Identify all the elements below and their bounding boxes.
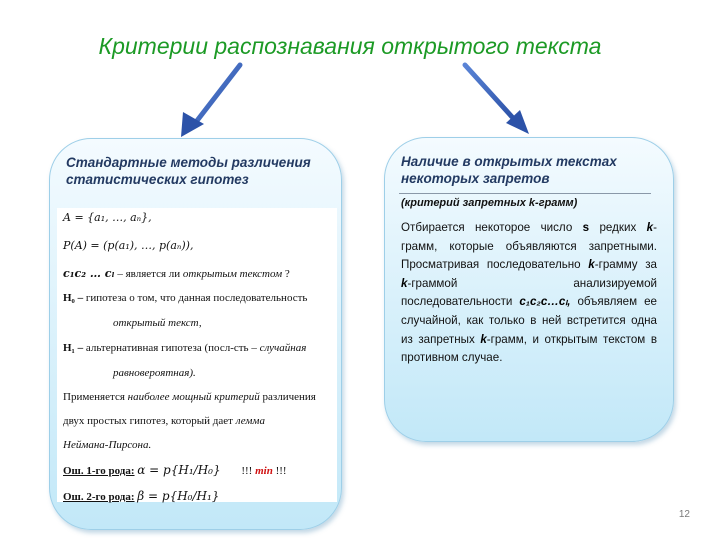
probability-line: P(A) = (p(a₁), …, p(aₙ)), xyxy=(63,239,194,252)
error2-line: Ош. 2-го рода: β = p{H₀/H₁} xyxy=(63,489,220,503)
alphabet-line: A = {a₁, …, aₙ}, xyxy=(63,211,152,224)
h1-cont-line: равновероятная). xyxy=(113,367,196,379)
right-card-body: Отбирается некоторое число s редких k-грамм, которые объявляются запретными. Просматривая последовательно k-грамму за k-граммой анализируемой последовательности c₁c₂c…cₗ, объявляем ее случайной, как только в ней встретится одна из запретных k-грамм, и открытым текстом в противном случае. xyxy=(401,221,657,365)
error1-line: Ош. 1-го рода: α = p{H₁/H₀} !!! min !!! xyxy=(63,463,287,477)
page-number: 12 xyxy=(678,509,690,520)
h0-line: H₀ – гипотеза о том, что данная последовательность xyxy=(63,292,308,304)
question-line: c₁c₂ … cₗ – является ли открытым текстом ? xyxy=(63,267,290,280)
criterion-line: Применяется наиболее мощный критерий различения xyxy=(63,391,316,403)
neyman-line: Неймана-Пирсона. xyxy=(63,439,152,451)
right-card xyxy=(384,137,674,442)
left-arrow-icon xyxy=(181,65,240,137)
h1-line: H₁ – альтернативная гипотеза (посл-сть – случайная xyxy=(63,342,307,354)
slide-title: Критерии распознавания открытого текста xyxy=(98,33,602,59)
left-card-header: Стандартные методы различения статистических гипотез xyxy=(66,155,311,187)
right-card-subtitle: (критерий запретных k-грамм) xyxy=(401,197,578,209)
lemma-line: двух простых гипотез, который дает лемма xyxy=(63,415,265,427)
right-arrow-icon xyxy=(465,65,529,134)
right-card-header: Наличие в открытых текстах некоторых запретов xyxy=(401,154,617,186)
h0-cont-line: открытый текст, xyxy=(113,317,202,329)
divider xyxy=(399,193,651,194)
formula-image xyxy=(57,208,337,502)
